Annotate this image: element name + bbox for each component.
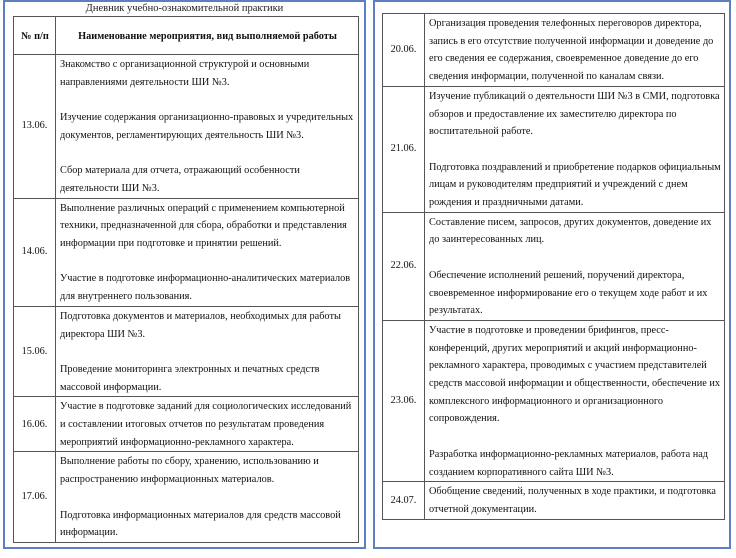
activity-item: Подготовка информационных материалов для средств массовой информации. bbox=[60, 509, 341, 539]
activity-item: Обеспечение исполнений решений, поручений директора, своевременное информирование его о текущем ходе работ и их результатах. bbox=[429, 269, 708, 317]
table-header-row bbox=[14, 17, 359, 55]
left-page bbox=[3, 0, 366, 549]
row-date: 16.06. bbox=[14, 397, 56, 452]
activity-item: Изучение публикаций о деятельности ШИ №3 в СМИ, подготовка обзоров и предоставление их заместителю директора по воспитательной работе. bbox=[429, 90, 720, 138]
row-date: 14.06. bbox=[14, 198, 56, 306]
row-activity bbox=[56, 452, 359, 543]
activity-item: Подготовка поздравлений и приобретение подарков официальным лицам и руководителям предприятий и учреждений с днем рождения и праздничными датами. bbox=[429, 161, 721, 209]
activity-item: Составление писем, запросов, других документов, доведение их до заинтересованных лиц. bbox=[429, 216, 712, 246]
activity-item: Обобщение сведений, полученных в ходе практики, и подготовка отчетной документации. bbox=[429, 486, 716, 515]
table-row bbox=[14, 55, 359, 199]
table-row bbox=[383, 320, 725, 481]
header-activity: Наименование мероприятия, вид выполняемой работы bbox=[56, 17, 359, 55]
table-row bbox=[14, 198, 359, 306]
row-activity bbox=[425, 482, 725, 519]
table-row bbox=[383, 14, 725, 87]
row-activity bbox=[425, 86, 725, 212]
row-date: 24.07. bbox=[383, 482, 425, 519]
row-date: 20.06. bbox=[383, 14, 425, 87]
row-date: 13.06. bbox=[14, 55, 56, 199]
activity-item: Организация проведения телефонных переговоров директора, запись в его отсутствие полученной информации и доведение до его сведения ее содержания, своевременное доведение до его сведения информации, полученной по каналам связи. bbox=[429, 18, 714, 83]
activity-item: Выполнение работы по сбору, хранению, использованию и распространению информационных материалов. bbox=[60, 456, 319, 486]
right-page bbox=[373, 0, 731, 549]
row-activity bbox=[56, 397, 359, 452]
page-title: Дневник учебно-ознакомительной практики bbox=[85, 3, 284, 14]
activity-item: Участие в подготовке заданий для социологических исследований и составлении итоговых отчетов по результатам проведения мероприятий информационно-рекламного характера. bbox=[60, 401, 352, 448]
table-row bbox=[383, 86, 725, 212]
row-activity bbox=[425, 212, 725, 320]
row-activity bbox=[425, 320, 725, 481]
activity-item: Участие в подготовке и проведении брифингов, пресс-конференций, других мероприятий и акций информационно-рекламного характера, проводимых с участием представителей средств массовой информации и общественности, обеспечение их комплексного информационного и организационного сопровождения. bbox=[429, 324, 721, 425]
diary-table-right bbox=[382, 13, 725, 520]
row-activity bbox=[56, 306, 359, 397]
row-date: 17.06. bbox=[14, 452, 56, 543]
table-row bbox=[383, 212, 725, 320]
table-row bbox=[14, 306, 359, 397]
header-number: № п/п bbox=[14, 17, 56, 55]
activity-item: Участие в подготовке информационно-аналитических материалов для внутреннего пользования. bbox=[60, 273, 351, 303]
activity-item: Сбор материала для отчета, отражающий особенности деятельности ШИ №3. bbox=[60, 165, 300, 194]
table-row bbox=[14, 452, 359, 543]
activity-item: Выполнение различных операций с применением компьютерной техники, предназначенной для сбора, обработки и представления информации при подготовке и принятии решений. bbox=[60, 202, 347, 249]
row-activity bbox=[425, 14, 725, 87]
table-row bbox=[383, 482, 725, 519]
row-date: 22.06. bbox=[383, 212, 425, 320]
row-date: 15.06. bbox=[14, 306, 56, 397]
activity-item: Разработка информационно-рекламных материалов, работа над созданием корпоративного сайта ШИ №3. bbox=[429, 448, 709, 478]
activity-item: Изучение содержания организационно-правовых и учредительных документов, регламентирующих деятельность ШИ №3. bbox=[60, 112, 354, 141]
activity-item: Знакомство с организационной структурой и основными направлениями деятельности ШИ №3. bbox=[60, 59, 310, 88]
table-row bbox=[14, 397, 359, 452]
row-date: 21.06. bbox=[383, 86, 425, 212]
row-activity bbox=[56, 55, 359, 199]
row-activity bbox=[56, 198, 359, 306]
activity-item: Подготовка документов и материалов, необходимых для работы директора ШИ №3. bbox=[60, 310, 341, 340]
diary-table-left bbox=[13, 16, 359, 543]
activity-item: Проведение мониторинга электронных и печатных средств массовой информации. bbox=[60, 363, 320, 393]
row-date: 23.06. bbox=[383, 320, 425, 481]
